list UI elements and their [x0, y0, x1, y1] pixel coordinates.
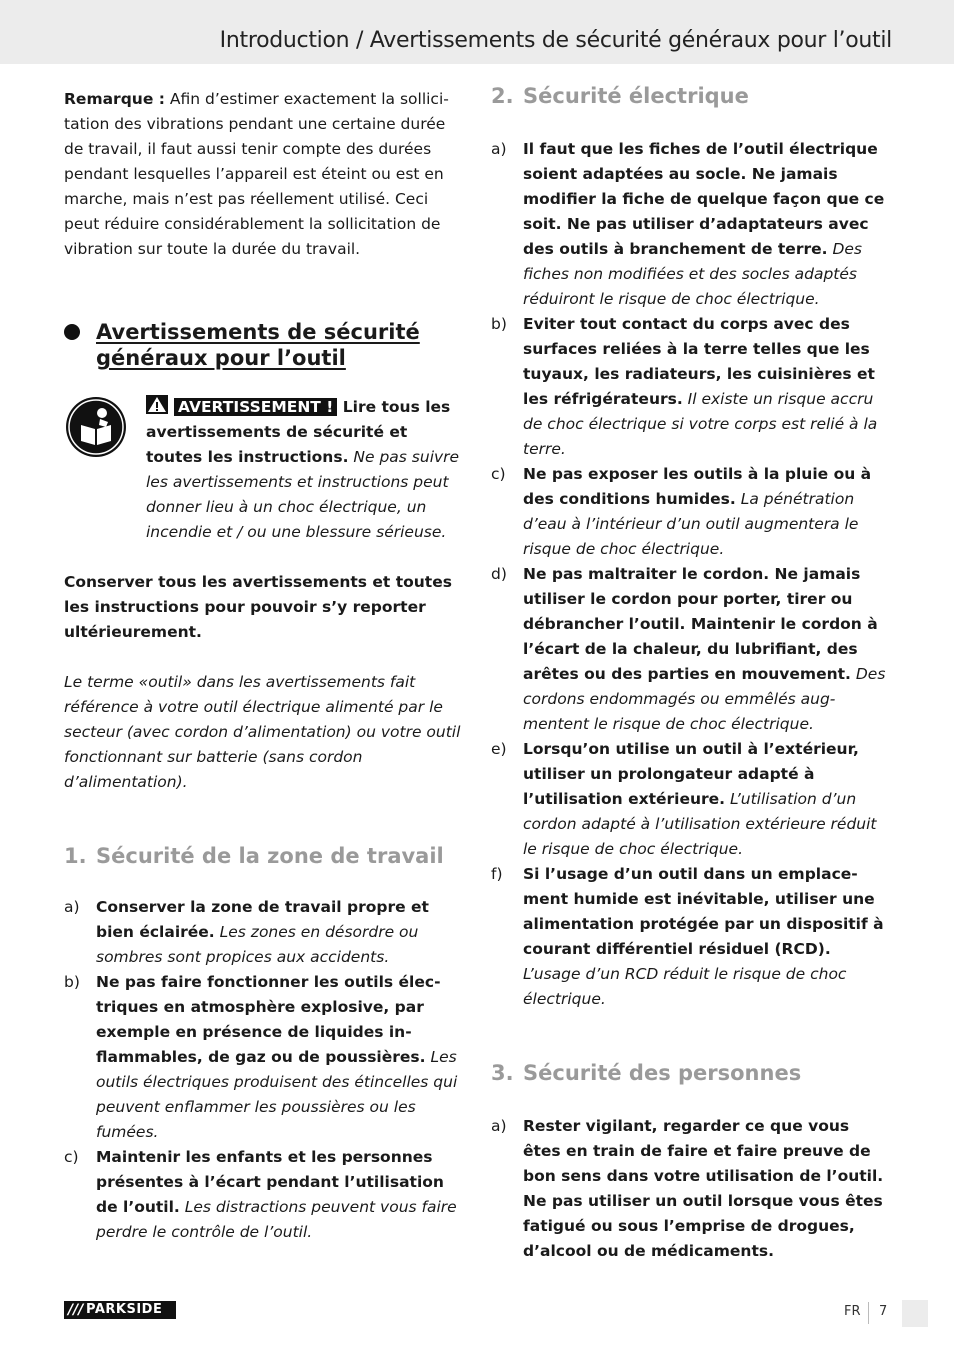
section-heading-electrical [491, 83, 889, 109]
item-italic-text: L’utilisation d’un cordon adapté à l’utilisation extérieure réduit le risque de choc électrique. [523, 790, 877, 858]
section-title: Sécurité électrique [523, 84, 749, 108]
keep-instructions-text: Conserver tous les avertissements et toutes les instructions pour pouvoir s’y reporter ultérieurement. [64, 573, 452, 641]
item-italic-text: Les outils électriques produisent des étincelles qui peuvent enflammer les poussières ou les fumées. [96, 1048, 458, 1141]
list-item [64, 895, 462, 970]
remark-paragraph [64, 87, 462, 262]
section-heading-work-area [64, 843, 462, 869]
remark-label: Remarque : [64, 90, 165, 108]
list-item [491, 462, 889, 562]
warning-italic-text: Ne pas suivre les avertissements et instructions peut donner lieu à un choc électrique, un incendie et / ou une blessure sérieuse. [146, 448, 460, 541]
safety-warnings-heading: Avertissements de sécurité généraux pour l’outil [64, 319, 462, 371]
item-label: a) [491, 1117, 507, 1135]
item-bold-text: Ne pas faire fonctionner les outils électriques en atmosphère explosive, par exemple en présence de liquides inflammables, de gaz ou de poussières. [96, 973, 441, 1066]
item-label: c) [491, 465, 506, 483]
item-bold-text: Si l’usage d’un outil dans un emplacement humide est inévitable, utiliser une alimentation protégée par un dispositif à courant différentiel résiduel (RCD). [523, 865, 884, 958]
work-area-list [64, 895, 462, 1245]
page-number: 7 [879, 1304, 888, 1319]
list-item [64, 970, 462, 1145]
list-item [491, 1114, 889, 1264]
warning-triangle-icon [146, 395, 168, 414]
parkside-logo [64, 1301, 176, 1319]
item-label: c) [64, 1148, 79, 1166]
item-italic-text: Il existe un risque accru de choc électrique si votre corps est relié à la terre. [523, 390, 878, 458]
page-title: Introduction / Avertissements de sécurité généraux pour l’outil [219, 28, 892, 53]
item-bold-text: Conserver la zone de travail propre et bien éclairée. [96, 898, 429, 941]
item-label: a) [64, 898, 80, 916]
item-bold-text: Rester vigilant, regarder ce que vous êtes en train de faire et faire preuve de bon sens dans votre utilisation de l’outil. Ne pas utiliser un outil lorsque vous êtes fatigué ou sous l’emprise de drogues, d’alcool ou de médicaments. [523, 1117, 884, 1260]
section-number: 1. [64, 844, 87, 868]
item-label: b) [491, 315, 507, 333]
warning-badge: AVERTISSEMENT ! [174, 398, 337, 416]
section-title: Sécurité de la zone de travail [96, 844, 444, 868]
section-number: 3. [491, 1061, 514, 1085]
language-code: FR [844, 1304, 861, 1319]
warning-block [64, 395, 462, 545]
item-italic-text: Les zones en désordre ou sombres sont propices aux accidents. [96, 923, 419, 966]
list-item [491, 862, 889, 1012]
item-italic-text: Les distractions peuvent vous faire perdre le contrôle de l’outil. [96, 1198, 457, 1241]
warning-bold-text: Lire tous les avertissements de sécurité et toutes les instructions. [146, 398, 451, 466]
electrical-list [491, 137, 889, 1012]
item-label: d) [491, 565, 507, 583]
item-bold-text: Eviter tout contact du corps avec des surfaces reliées à la terre telles que les tuyaux, les radiateurs, les cuisinières et les réfrigérateurs. [523, 315, 875, 408]
item-italic-text: Des fiches non modifiées et des socles adaptés réduiront le risque de choc électrique. [523, 240, 862, 308]
item-italic-text: La pénétration d’eau à l’intérieur d’un outil augmentera le risque de choc électrique. [523, 490, 859, 558]
list-item [491, 562, 889, 737]
item-bold-text: Ne pas maltraiter le cordon. Ne jamais utiliser le cordon pour porter, tirer ou débrancher l’outil. Maintenir le cordon à l’écart de la chaleur, du lubrifiant, des arêtes ou des parties en mouvement. [523, 565, 878, 683]
item-label: b) [64, 973, 80, 991]
list-item [64, 1145, 462, 1245]
page-tab-marker [902, 1300, 928, 1327]
item-bold-text: Maintenir les enfants et les personnes présentes à l’écart pendant l’utilisation de l’outil. [96, 1148, 444, 1216]
item-bold-text: Ne pas exposer les outils à la pluie ou à des conditions humides. [523, 465, 872, 508]
section-title: Sécurité des personnes [523, 1061, 802, 1085]
personal-list [491, 1114, 889, 1264]
bullet-dot-icon [64, 324, 80, 340]
list-item [491, 312, 889, 462]
page-header [0, 0, 954, 64]
item-italic-text: L’usage d’un RCD réduit le risque de choc électrique. [523, 965, 847, 1008]
item-label: a) [491, 140, 507, 158]
read-manual-icon [64, 395, 128, 459]
item-bold-text: Lorsqu’on utilise un outil à l’extérieur, utiliser un prolongateur adapté à l’utilisation extérieure. [523, 740, 859, 808]
left-column [64, 87, 462, 1245]
remark-text: Afin d’estimer exactement la sollicitation des vibrations pendant une certaine durée de travail, il faut aussi tenir compte des durées pendant lesquelles l’appareil est éteint ou est en marche, mais n’est pas réellement utilisé. Ceci peut réduire considérablement la sollicitation de vibration sur toute la durée du travail. [64, 90, 449, 258]
right-column [491, 83, 889, 1264]
item-label: e) [491, 740, 507, 758]
item-italic-text: Des cordons endommagés ou emmêlés augmentent le risque de choc électrique. [523, 665, 886, 733]
section-heading-personal [491, 1060, 889, 1086]
item-bold-text: Il faut que les fiches de l’outil électrique soient adaptées au socle. Ne jamais modifier la fiche de quelque façon que ce soit. Ne pas utiliser d’adaptateurs avec des outils à branchement de terre. [523, 140, 885, 258]
footer-divider [868, 1302, 869, 1324]
list-item [491, 737, 889, 862]
brand-name: PARKSIDE [86, 1302, 163, 1317]
section-number: 2. [491, 84, 514, 108]
list-item [491, 137, 889, 312]
logo-stripes-icon: /// [68, 1302, 84, 1318]
item-label: f) [491, 865, 503, 883]
term-definition-text: Le terme «outil» dans les avertissements fait référence à votre outil électrique alimenté par le secteur (avec cordon d’alimentation) ou votre outil fonctionnant sur batterie (sans cordon d’alimentation). [64, 673, 461, 791]
